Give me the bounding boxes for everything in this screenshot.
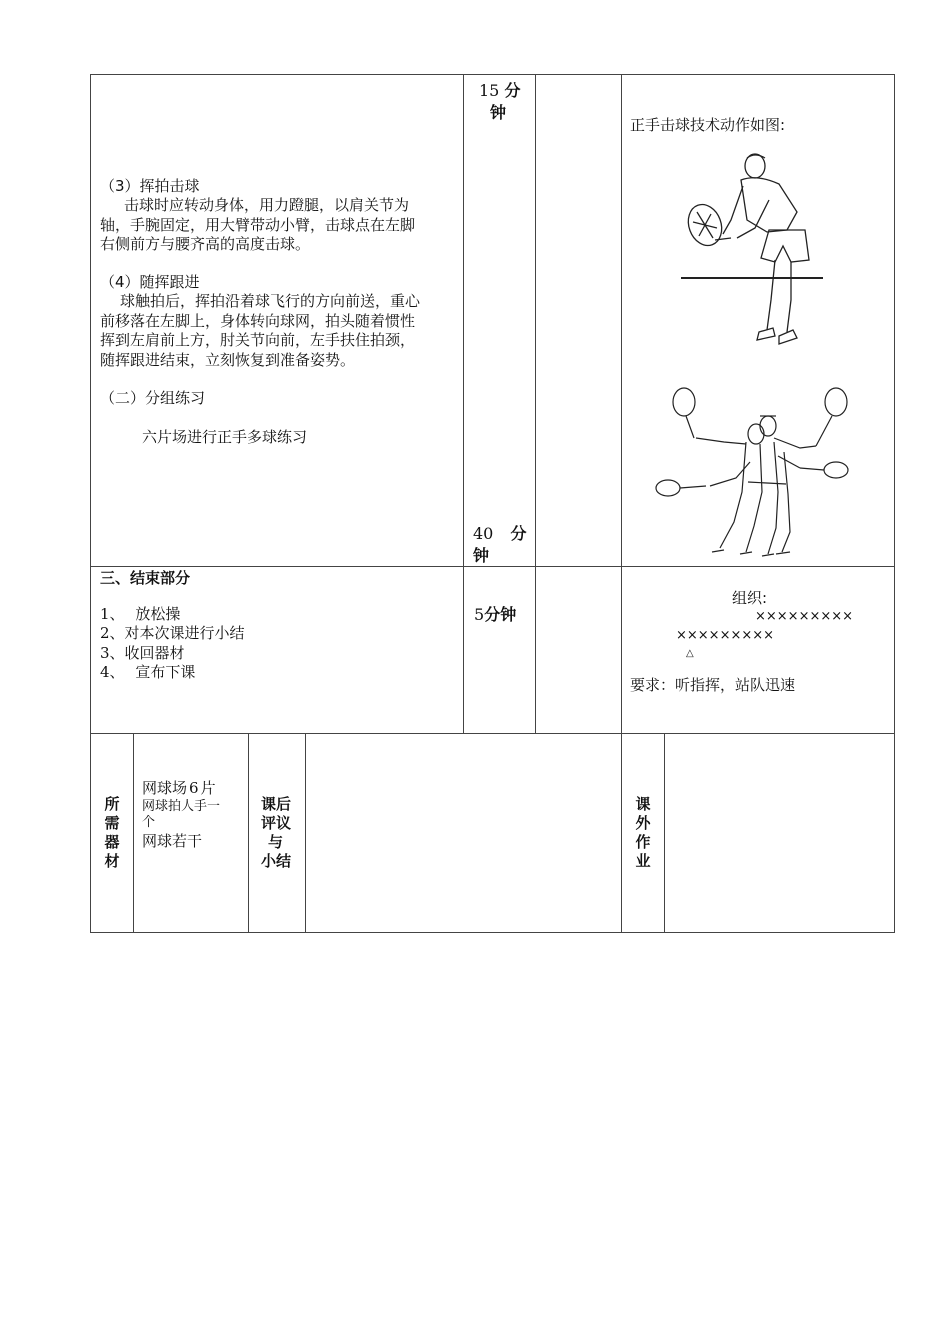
organization-label: 组织: xyxy=(732,589,768,607)
time-start: 15 分 xyxy=(479,81,521,100)
table-border-bottom xyxy=(90,932,895,933)
equipment-item: 网球拍人手一 xyxy=(142,799,221,814)
equipment-item: 网球若干 xyxy=(142,832,203,850)
equipment-label: 所需器材 xyxy=(104,795,120,870)
list-item: 1、 放松操 xyxy=(100,605,181,623)
organization-requirement: 要求：听指挥，站队迅速 xyxy=(630,676,796,694)
review-label-line: 课后 xyxy=(261,795,292,813)
col-divider-equip-list xyxy=(248,733,249,933)
time-end: 40 分 xyxy=(473,524,527,543)
section-heading-follow-through: （4）随挥跟进 xyxy=(100,273,200,291)
group-practice-heading: （二）分组练习 xyxy=(100,389,206,407)
table-border-right xyxy=(894,74,895,933)
ending-time: 5分钟 xyxy=(474,605,517,624)
paragraph-line: 击球时应转动身体，用力蹬腿，以肩关节为 xyxy=(124,196,410,214)
time-end-unit: 钟 xyxy=(473,546,490,565)
teacher-marker: △ xyxy=(686,648,694,659)
paragraph-line: 球触拍后，挥拍沿着球飞行的方向前送，重心 xyxy=(120,292,421,310)
time-start-unit: 钟 xyxy=(490,103,507,122)
review-label-line: 评议 xyxy=(261,814,292,832)
section-heading-swing: （3）挥拍击球 xyxy=(100,177,200,195)
paragraph-line: 挥到左肩前上方，肘关节向前，左手扶住拍颈， xyxy=(100,331,416,349)
col-divider-equip-label xyxy=(133,733,134,933)
formation-row-2: ××××××××× xyxy=(676,628,775,643)
ready-stance-illustration xyxy=(675,150,835,350)
paragraph-line: 轴，手腕固定，用大臂带动小臂，击球点在左脚 xyxy=(100,216,416,234)
ending-section-heading: 三、结束部分 xyxy=(100,569,191,587)
swing-sequence-illustration xyxy=(650,382,860,562)
col-divider-notes xyxy=(621,74,622,933)
equipment-item: 网球场 6 片 xyxy=(142,779,216,797)
equipment-item: 个 xyxy=(142,815,156,830)
group-practice-text: 六片场进行正手多球练习 xyxy=(142,428,308,446)
table-border-left xyxy=(90,74,91,933)
list-item: 2、对本次课进行小结 xyxy=(100,624,245,642)
list-item: 3、收回器材 xyxy=(100,644,185,662)
col-divider-content xyxy=(463,74,464,734)
table-border-top xyxy=(90,74,895,75)
homework-content-cell xyxy=(665,734,894,932)
paragraph-line: 右侧前方与腰齐高的高度击球。 xyxy=(100,235,311,253)
homework-label: 课外作业 xyxy=(635,795,651,870)
illustration-caption: 正手击球技术动作如图: xyxy=(630,116,786,134)
review-label-line: 小结 xyxy=(261,852,292,870)
review-label-line: 与 xyxy=(268,833,284,851)
row-divider-1 xyxy=(90,566,895,567)
paragraph-line: 随挥跟进结束，立刻恢复到准备姿势。 xyxy=(100,351,356,369)
list-item: 4、 宣布下课 xyxy=(100,663,196,681)
review-content-cell xyxy=(306,734,621,932)
paragraph-line: 前移落在左脚上，身体转向球网，拍头随着惯性 xyxy=(100,312,416,330)
formation-row-1: ××××××××× xyxy=(755,609,854,624)
col-divider-time xyxy=(535,74,536,734)
